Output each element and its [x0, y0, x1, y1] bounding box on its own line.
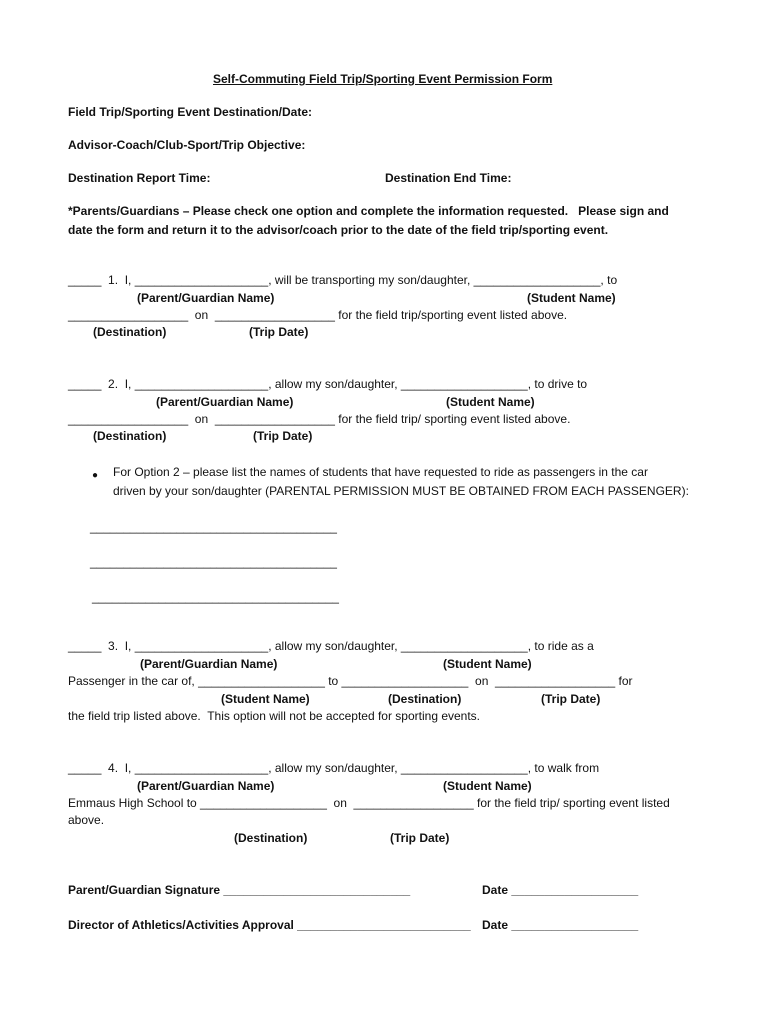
- option-2-line: _____ 2. I, ____________________, allow my son/daughter, ___________________, to drive to: [68, 377, 588, 391]
- option-3-destination-label: (Destination): [388, 692, 462, 706]
- director-approval-line[interactable]: Director of Athletics/Activities Approval __________________________: [68, 918, 471, 932]
- bullet-icon: ●: [92, 470, 99, 481]
- option-2-destination-label: (Destination): [93, 429, 167, 443]
- director-date-line[interactable]: Date ___________________: [482, 918, 639, 932]
- option-2-note-line-2: driven by your son/daughter (PARENTAL PERMISSION MUST BE OBTAINED FROM EACH PASSENGER):: [113, 484, 689, 498]
- option-4-date-label: (Trip Date): [390, 831, 450, 845]
- option-2-student-label: (Student Name): [446, 395, 535, 409]
- instructions-line-1: *Parents/Guardians – Please check one option and complete the information requested. Please sign and: [68, 204, 669, 218]
- parent-signature-line[interactable]: Parent/Guardian Signature ____________________________: [68, 883, 411, 897]
- report-time-label: Destination Report Time:: [68, 171, 211, 185]
- passenger-blank-3[interactable]: _____________________________________: [92, 590, 339, 604]
- option-4-line: _____ 4. I, ____________________, allow my son/daughter, ___________________, to walk from: [68, 761, 600, 775]
- instructions-line-2: date the form and return it to the advisor/coach prior to the date of the field trip/sporting event.: [68, 223, 609, 237]
- option-1-date-label: (Trip Date): [249, 325, 309, 339]
- option-1-parent-label: (Parent/Guardian Name): [137, 291, 275, 305]
- option-2-line-2: __________________ on __________________ for the field trip/ sporting event listed above.: [68, 412, 571, 426]
- end-time-label: Destination End Time:: [385, 171, 512, 185]
- passenger-blank-1[interactable]: _____________________________________: [90, 520, 337, 534]
- option-2-parent-label: (Parent/Guardian Name): [156, 395, 294, 409]
- passenger-blank-2[interactable]: _____________________________________: [90, 555, 337, 569]
- option-2-date-label: (Trip Date): [253, 429, 313, 443]
- option-1-student-label: (Student Name): [527, 291, 616, 305]
- option-4-parent-label: (Parent/Guardian Name): [137, 779, 275, 793]
- option-3-line-3: the field trip listed above. This option will not be accepted for sporting events.: [68, 709, 481, 723]
- advisor-label: Advisor-Coach/Club-Sport/Trip Objective:: [68, 138, 306, 152]
- form-title: Self-Commuting Field Trip/Sporting Event Permission Form: [213, 72, 553, 86]
- option-4-student-label: (Student Name): [443, 779, 532, 793]
- option-3-student-label: (Student Name): [443, 657, 532, 671]
- option-3-date-label: (Trip Date): [541, 692, 601, 706]
- parent-date-line[interactable]: Date ___________________: [482, 883, 639, 897]
- option-3-parent-label: (Parent/Guardian Name): [140, 657, 278, 671]
- option-4-destination-label: (Destination): [234, 831, 308, 845]
- option-4-line-2: Emmaus High School to ___________________ on __________________ for the field trip/ sporting event listed: [68, 796, 670, 810]
- destination-date-label: Field Trip/Sporting Event Destination/Date:: [68, 105, 313, 119]
- option-4-line-3: above.: [68, 813, 105, 827]
- option-1-destination-label: (Destination): [93, 325, 167, 339]
- option-3-line-2: Passenger in the car of, ___________________ to ___________________ on __________________ for: [68, 674, 633, 688]
- option-3-student-label-2: (Student Name): [221, 692, 310, 706]
- option-1-line-2: __________________ on __________________ for the field trip/sporting event listed above.: [68, 308, 568, 322]
- option-2-note-line-1: For Option 2 – please list the names of students that have requested to ride as passengers in the car: [113, 465, 648, 479]
- option-1-line: _____ 1. I, ____________________, will be transporting my son/daughter, ___________________, to: [68, 273, 618, 287]
- option-3-line: _____ 3. I, ____________________, allow my son/daughter, ___________________, to ride as a: [68, 639, 594, 653]
